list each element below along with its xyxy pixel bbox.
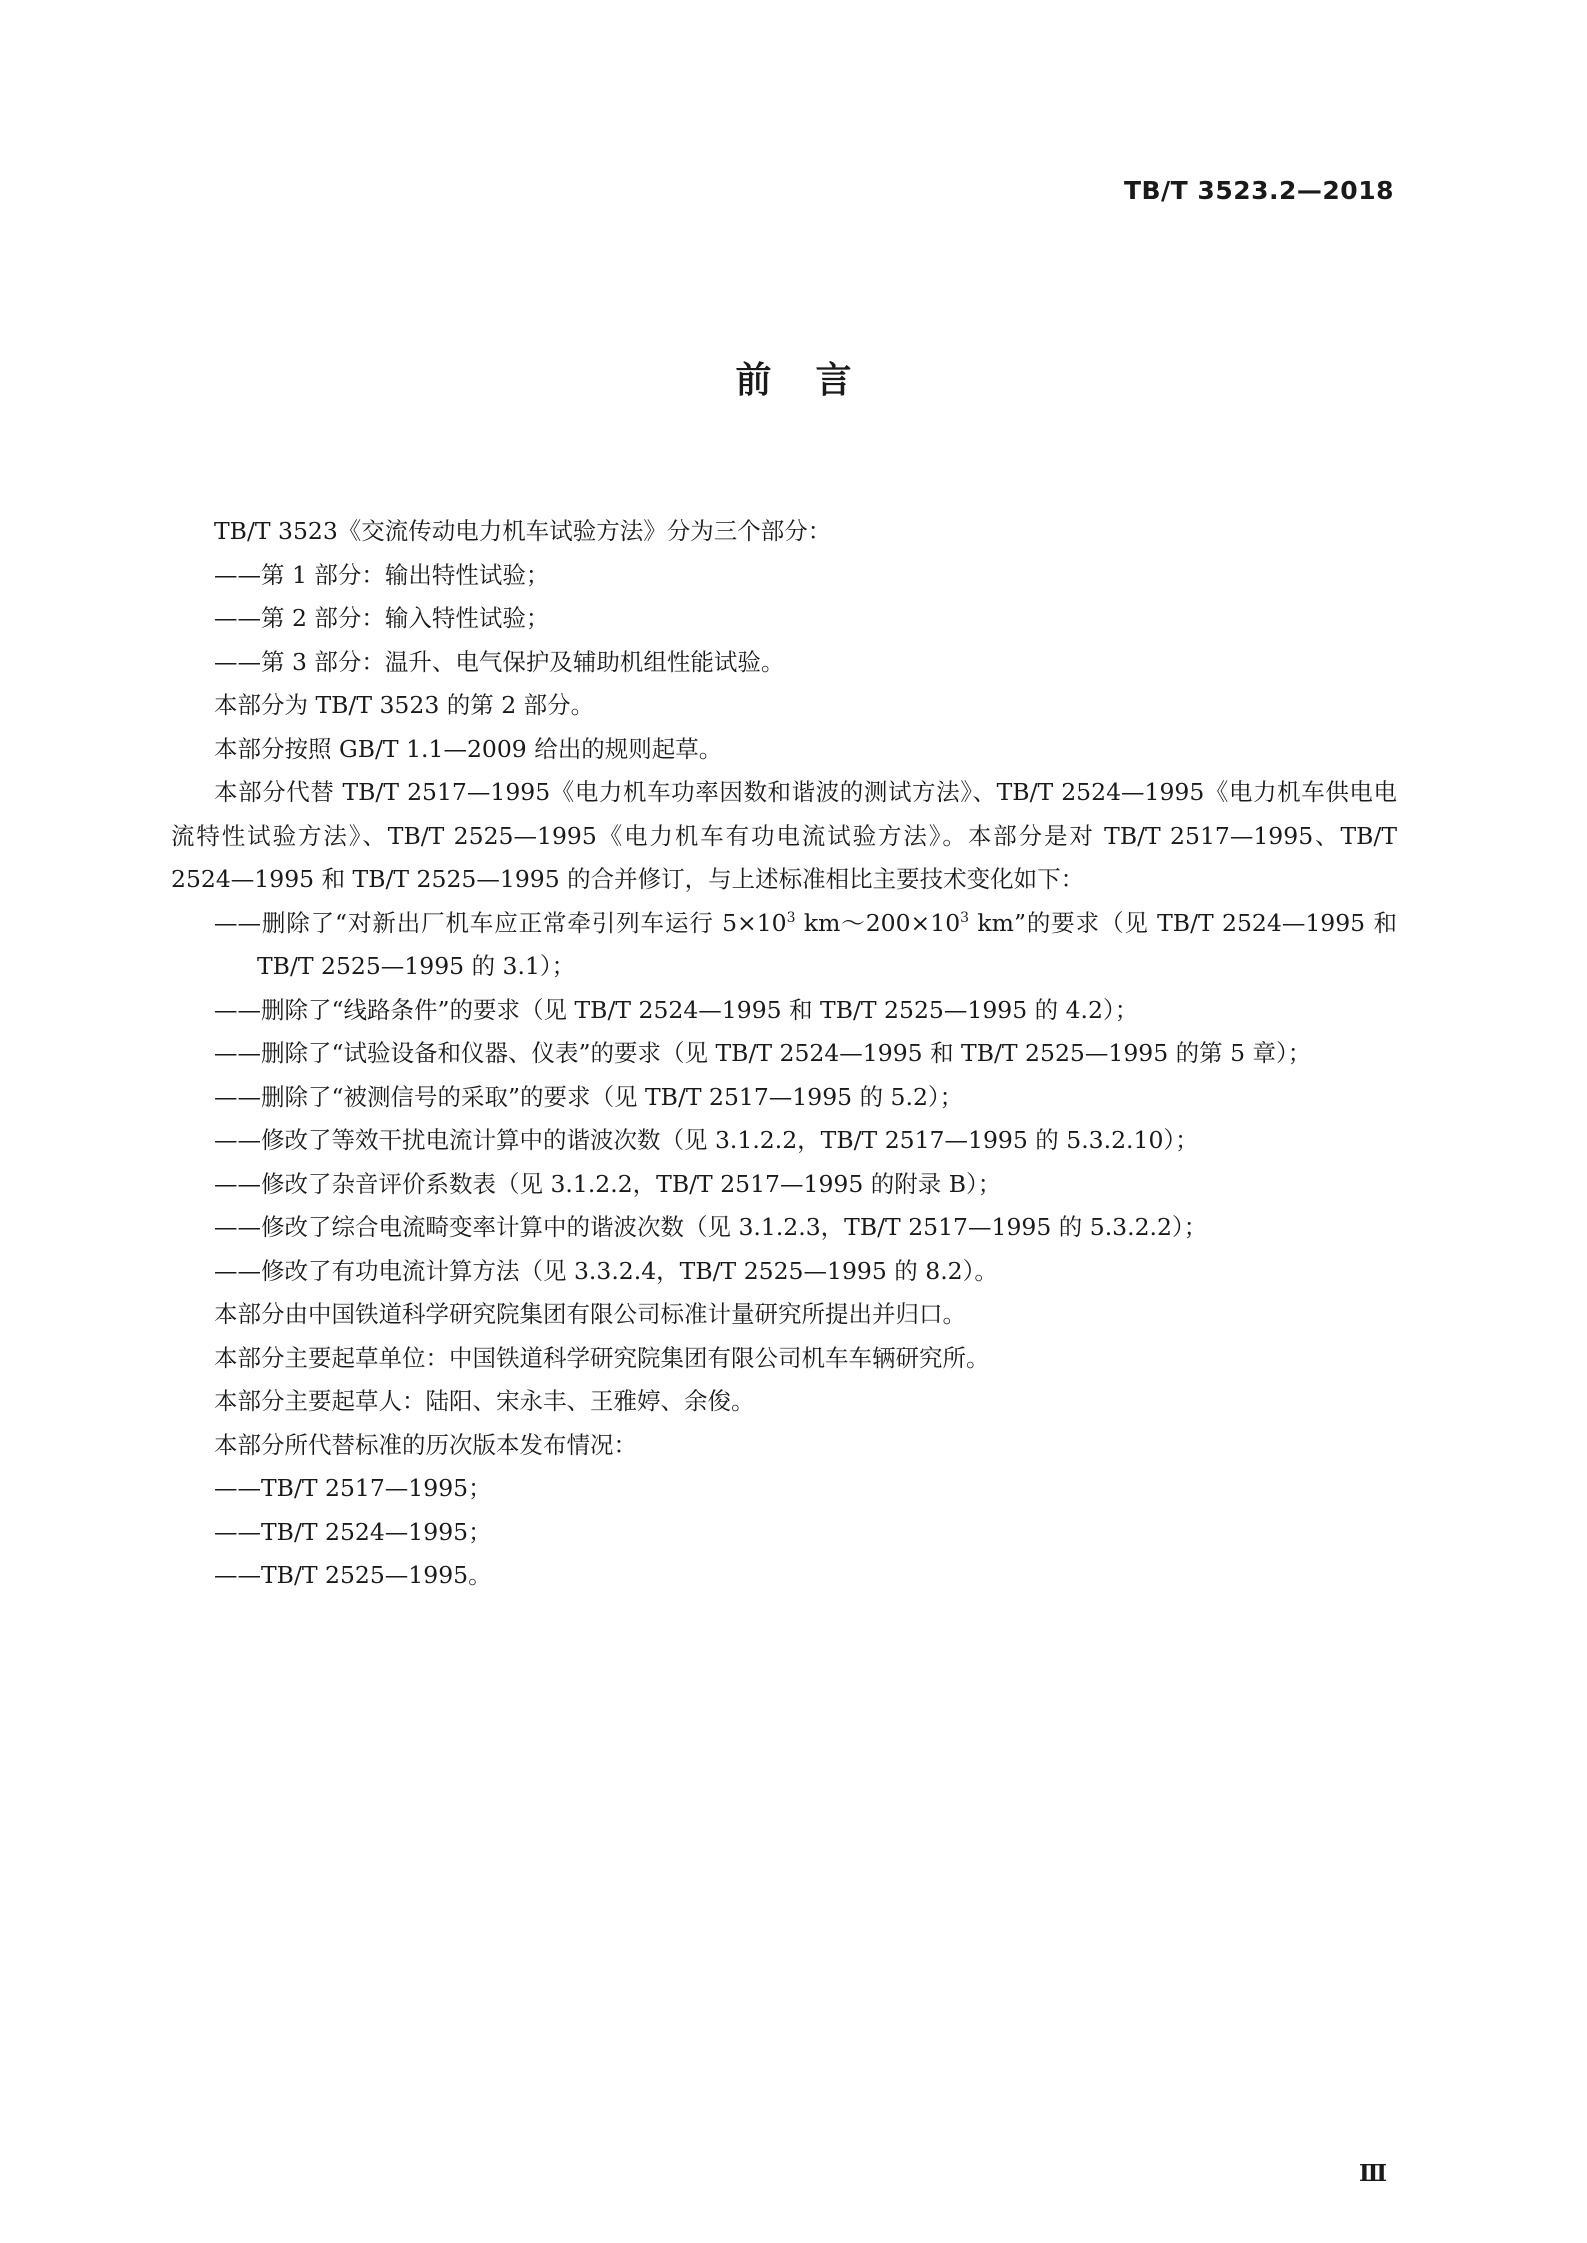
page-number: Ⅲ <box>1358 2160 1387 2187</box>
part-item: ——第 1 部分：输出特性试验； <box>214 560 550 589</box>
drafting-rule-paragraph: 本部分按照 GB/T 1.1—2009 给出的规则起草。 <box>214 734 723 763</box>
intro-paragraph: TB/T 3523《交流传动电力机车试验方法》分为三个部分： <box>214 517 832 545</box>
change-item: ——修改了等效干扰电流计算中的谐波次数（见 3.1.2.2，TB/T 2517—1995 的 5.3.2.10）； <box>214 1126 1199 1154</box>
part-item: ——第 2 部分：输入特性试验； <box>214 604 550 632</box>
standard-number: TB/T 3523.2—2018 <box>1123 176 1394 205</box>
part-item: ——第 3 部分：温升、电气保护及辅助机组性能试验。 <box>214 647 785 676</box>
history-item: ——TB/T 2517—1995； <box>214 1474 492 1502</box>
change-text: ——删除了“对新出厂机车应正常牵引列车运行 5×10 <box>214 908 787 937</box>
change-item: ——删除了“线路条件”的要求（见 TB/T 2524—1995 和 TB/T 2525—1995 的 4.2）； <box>214 995 1139 1024</box>
change-item <box>171 902 1397 989</box>
change-item: ——修改了综合电流畸变率计算中的谐波次数（见 3.1.2.3，TB/T 2517—1995 的 5.3.2.2）； <box>214 1213 1208 1241</box>
change-text: km”的要求（见 TB/T 2524—1995 和 TB/T 2525—1995 的 3.1）； <box>257 908 1397 980</box>
change-item: ——修改了有功电流计算方法（见 3.3.2.4，TB/T 2525—1995 的 8.2）。 <box>214 1256 998 1285</box>
page-title: 前言 <box>735 360 896 401</box>
history-item: ——TB/T 2525—1995。 <box>214 1561 492 1589</box>
history-title-paragraph: 本部分所代替标准的历次版本发布情况： <box>214 1430 637 1459</box>
this-part-paragraph: 本部分为 TB/T 3523 的第 2 部分。 <box>214 691 595 719</box>
proposed-by-paragraph: 本部分由中国铁道科学研究院集团有限公司标准计量研究所提出并归口。 <box>214 1300 966 1328</box>
exponent: 3 <box>960 909 970 926</box>
exponent: 3 <box>786 909 796 926</box>
foreword-body <box>171 510 1397 1598</box>
drafting-unit-paragraph: 本部分主要起草单位：中国铁道科学研究院集团有限公司机车车辆研究所。 <box>214 1343 990 1372</box>
change-item: ——修改了杂音评价系数表（见 3.1.2.2，TB/T 2517—1995 的附录 B）； <box>214 1169 1002 1198</box>
drafters-paragraph: 本部分主要起草人：陆阳、宋永丰、王雅婷、余俊。 <box>214 1387 755 1415</box>
change-item: ——删除了“试验设备和仪器、仪表”的要求（见 TB/T 2524—1995 和 TB/T 2525—1995 的第 5 章）； <box>214 1039 1312 1067</box>
history-item: ——TB/T 2524—1995； <box>214 1517 492 1546</box>
change-text: km～200×10 <box>795 908 961 937</box>
change-item: ——删除了“被测信号的采取”的要求（见 TB/T 2517—1995 的 5.2）； <box>214 1082 964 1111</box>
replacement-paragraph: 本部分代替 TB/T 2517—1995《电力机车功率因数和谐波的测试方法》、TB/T 2524—1995《电力机车供电电流特性试验方法》、TB/T 2525—1995《电力机车有功电流试验方法》。本部分是对 TB/T 2517—1995、TB/T 2524—1995 和 TB/T 2525—1995 的合并修订，与上述标准相比主要技术变化如下： <box>171 778 1397 893</box>
